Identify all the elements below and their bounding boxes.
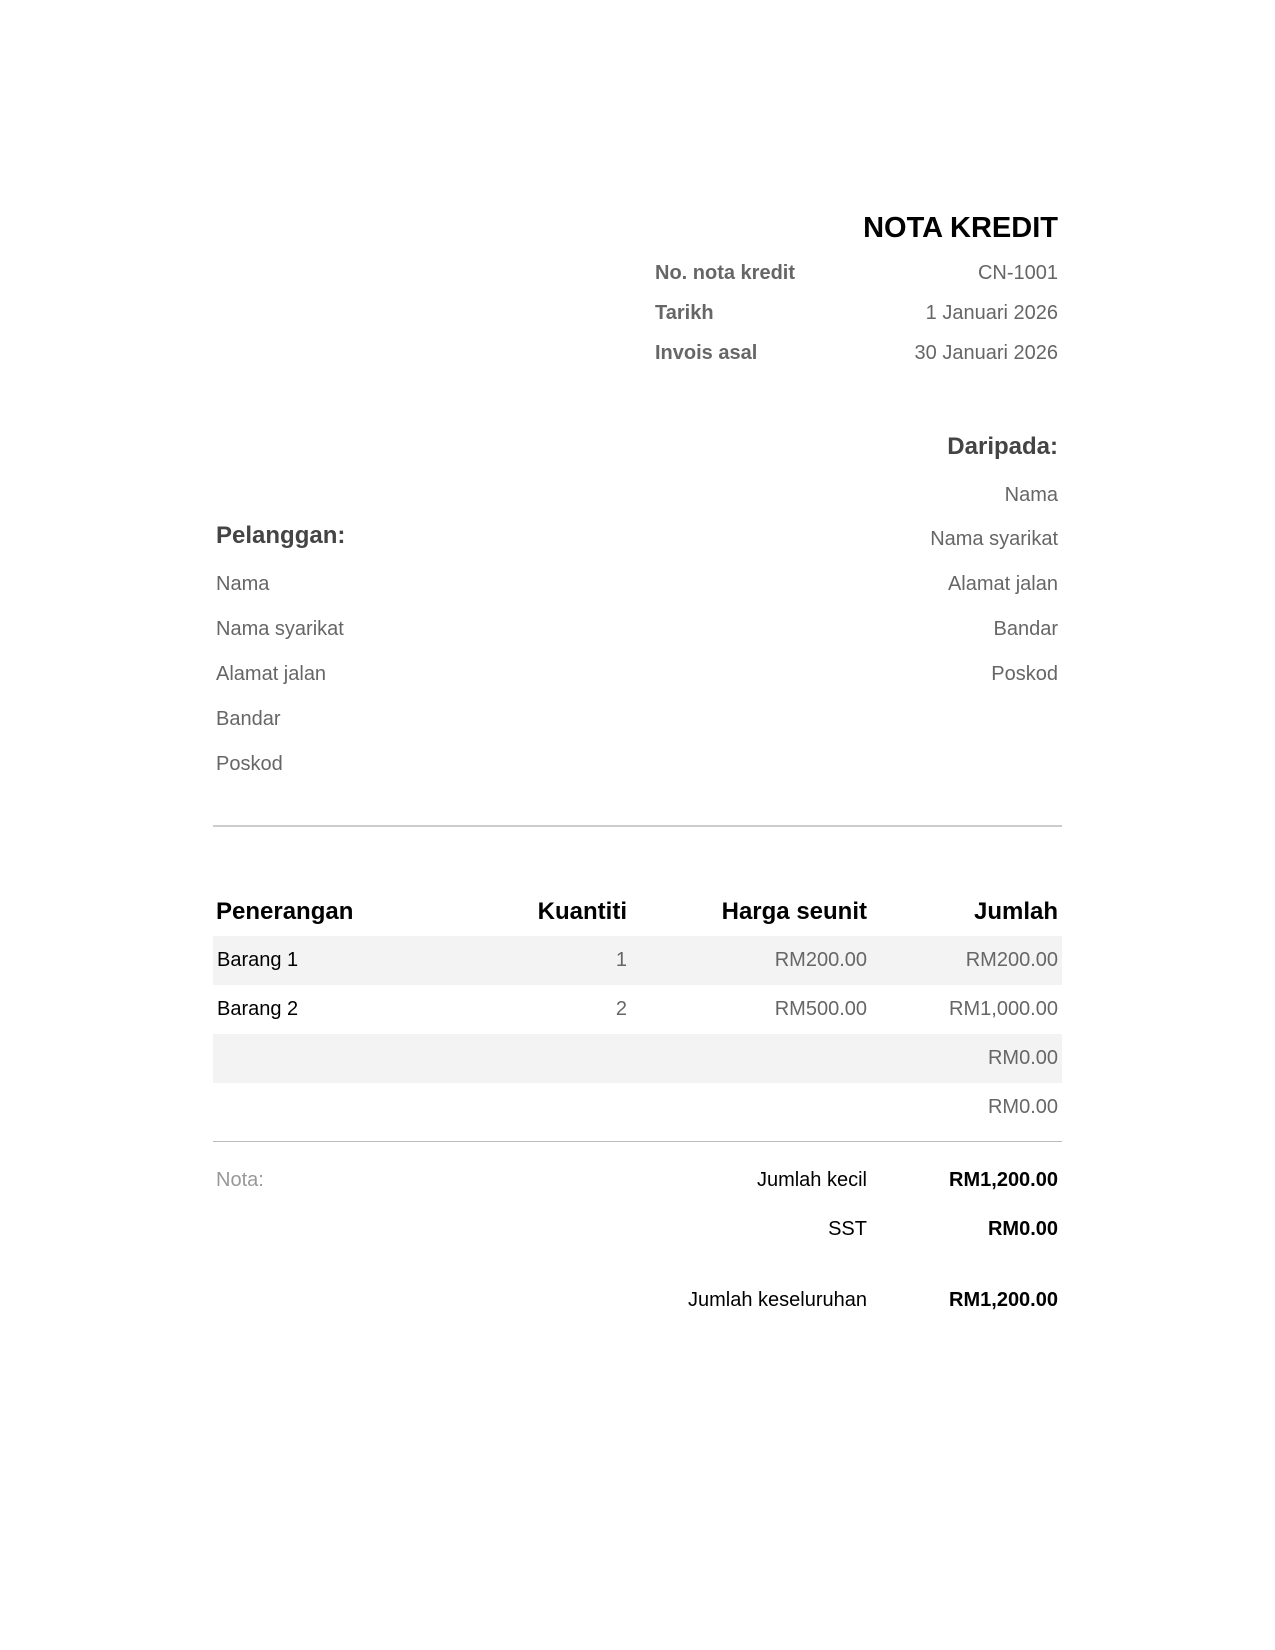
item-description: Barang 2 [217,998,299,1020]
item-amount: RM0.00 [987,1047,1058,1069]
document-title: NOTA KREDIT [863,212,1058,244]
customer-heading: Pelanggan: [216,522,346,549]
customer-name: Nama [216,573,270,595]
table-bottom-rule [213,1141,1062,1142]
notes-label: Nota: [216,1169,264,1191]
item-amount: RM200.00 [965,949,1058,971]
customer-company: Nama syarikat [216,618,344,640]
sender-postcode: Poskod [991,663,1058,685]
item-description: Barang 1 [217,949,299,971]
item-amount: RM1,000.00 [949,998,1058,1020]
credit-note-page [212,0,1062,1650]
item-amount: RM0.00 [987,1096,1058,1118]
sender-street: Alamat jalan [947,573,1058,595]
customer-street: Alamat jalan [216,663,327,685]
sender-name: Nama [1004,484,1058,506]
item-unit-price: RM500.00 [774,998,867,1020]
tax-value: RM0.00 [987,1218,1058,1240]
credit-note-date: 1 Januari 2026 [925,302,1058,324]
credit-note-number: CN-1001 [977,262,1058,284]
subtotal-value: RM1,200.00 [949,1169,1058,1191]
meta-row-original-invoice [655,340,1058,366]
table-row [213,936,1062,985]
meta-label: Tarikh [655,302,714,324]
customer-postcode: Poskod [216,753,283,775]
original-invoice-date: 30 Januari 2026 [914,342,1058,364]
grand-total-label: Jumlah keseluruhan [688,1289,867,1311]
column-header-description: Penerangan [216,898,354,925]
meta-label: No. nota kredit [655,262,796,284]
column-header-amount: Jumlah [973,898,1058,925]
grand-total-value: RM1,200.00 [949,1289,1058,1311]
sender-city: Bandar [993,618,1058,640]
sender-heading: Daripada: [947,433,1058,460]
meta-row-credit-note-number [655,260,1058,286]
table-row [213,1083,1062,1132]
item-quantity: 1 [615,949,627,971]
meta-label: Invois asal [655,342,758,364]
item-quantity: 2 [615,998,627,1020]
column-header-unit-price: Harga seunit [721,898,867,925]
item-unit-price: RM200.00 [774,949,867,971]
tax-label: SST [828,1218,867,1240]
sender-company: Nama syarikat [930,528,1058,550]
meta-row-date [655,300,1058,326]
subtotal-label: Jumlah kecil [756,1169,867,1191]
customer-city: Bandar [216,708,281,730]
section-divider [213,825,1062,827]
table-row [213,985,1062,1034]
table-row [213,1034,1062,1083]
column-header-quantity: Kuantiti [537,898,627,925]
